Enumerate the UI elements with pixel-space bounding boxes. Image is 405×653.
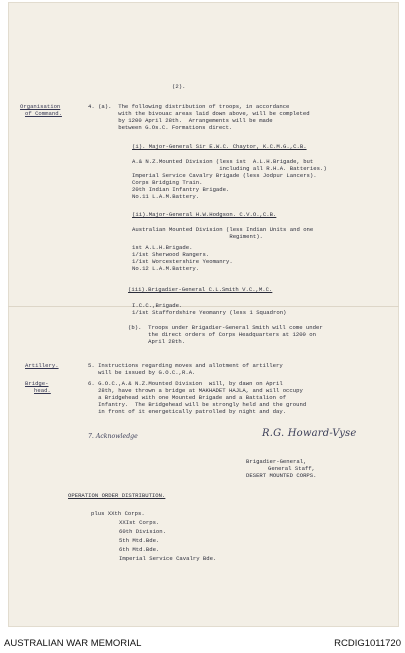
distribution-item: plus XXth Corps. bbox=[91, 510, 145, 517]
paper-fold bbox=[8, 306, 399, 307]
group2-heading: (ii).Major-General H.W.Hodgson. C.V.O.,C.B. bbox=[132, 211, 277, 218]
distribution-item: Imperial Service Cavalry Bde. bbox=[119, 555, 217, 562]
signature-title: Brigadier-General, bbox=[246, 458, 307, 465]
distribution-heading: OPERATION ORDER DISTRIBUTION. bbox=[68, 492, 166, 499]
group2-line: No.12 L.A.M.Battery. bbox=[132, 265, 200, 272]
label-organisation-2: of Command. bbox=[25, 110, 62, 117]
para4-line-2: with the bivouac areas laid down above, will be completed bbox=[88, 110, 310, 117]
label-organisation-1: Organisation bbox=[20, 103, 61, 110]
archive-footer bbox=[0, 628, 405, 653]
group2-line: 1st A.L.H.Brigade. bbox=[132, 244, 193, 251]
para6-line: in front of it energetically patrolled by night and day. bbox=[88, 408, 287, 415]
distribution-item: XXIst Corps. bbox=[119, 519, 160, 526]
label-bridgehead-2: head. bbox=[34, 387, 51, 394]
group2-line: 1/1st Worcestershire Yeomanry. bbox=[132, 258, 233, 265]
group1-line: including all R.H.A. Batteries.) bbox=[132, 165, 327, 172]
distribution-item: 6th Mtd.Bde. bbox=[119, 546, 160, 553]
distribution-item: 5th Mtd.Bde. bbox=[119, 537, 160, 544]
para6-line: Infantry. The Bridgehead will be strongly held and the ground bbox=[88, 401, 307, 408]
distribution-item: 60th Division. bbox=[119, 528, 166, 535]
group2-line: Australian Mounted Division (less Indian Units and one bbox=[132, 226, 314, 233]
para6-line: a Bridgehead with one Mounted Brigade and a Battalion of bbox=[88, 394, 287, 401]
para7-acknowledge: 7. Acknowledge bbox=[88, 433, 138, 440]
label-artillery: Artillery. bbox=[25, 362, 59, 369]
group1-heading: (i). Major-General Sir E.W.C. Chaytor, K.C.M.G.,C.B. bbox=[132, 143, 307, 150]
group1-line: Imperial Service Cavalry Brigade (less Jodpur Lancers). bbox=[132, 172, 317, 179]
page-number: (2). bbox=[172, 83, 186, 90]
group3-line: 1/1st Staffordshire Yeomanry (less 1 Squadron) bbox=[132, 309, 287, 316]
footer-institution: AUSTRALIAN WAR MEMORIAL bbox=[4, 638, 142, 649]
para5-line-2: will be issued by G.O.C.,R.A. bbox=[88, 369, 196, 376]
para6-line: 6. G.O.C.,A.& N.Z.Mounted Division will, by dawn on April bbox=[88, 380, 283, 387]
group3-line: I.C.C.,Brigade. bbox=[132, 302, 183, 309]
group1-line: A.& N.Z.Mounted Division (less 1st A.L.H.Brigade, but bbox=[132, 158, 314, 165]
footer-record-id: RCDIG1011720 bbox=[334, 638, 401, 649]
handwritten-signature: R.G. Howard-Vyse bbox=[262, 428, 357, 439]
group3-heading: (iii).Brigadier-General C.L.Smith V.C.,M.C. bbox=[128, 286, 273, 293]
para4b-line: April 28th. bbox=[128, 338, 186, 345]
para4-line-4: between G.Os.C. Formations direct. bbox=[88, 124, 233, 131]
para6-line: 28th, have thrown a bridge at MAKHADET HAJLA, and will occupy bbox=[88, 387, 303, 394]
para4b-line: the direct orders of Corps Headquarters at 1200 on bbox=[128, 331, 316, 338]
group2-line: Regiment). bbox=[132, 233, 263, 240]
para4-line-3: by 1200 April 28th. Arrangements will be made bbox=[88, 117, 273, 124]
group2-line: 1/1st Sherwood Rangers. bbox=[132, 251, 210, 258]
group1-line: 20th Indian Infantry Brigade. bbox=[132, 186, 230, 193]
para4b-line: (b). Troops under Brigadier-General Smith will come under bbox=[128, 324, 323, 331]
signature-corps: DESERT MOUNTED CORPS. bbox=[246, 472, 317, 479]
para5-line-1: 5. Instructions regarding moves and allotment of artillery bbox=[88, 362, 283, 369]
para4-line-1: 4. (a). The following distribution of troops, in accordance bbox=[88, 103, 290, 110]
group1-line: Corps Bridging Train. bbox=[132, 179, 203, 186]
signature-staff: General Staff, bbox=[268, 465, 315, 472]
label-bridgehead-1: Bridge- bbox=[25, 380, 49, 387]
group1-line: No.11 L.A.M.Battery. bbox=[132, 193, 200, 200]
